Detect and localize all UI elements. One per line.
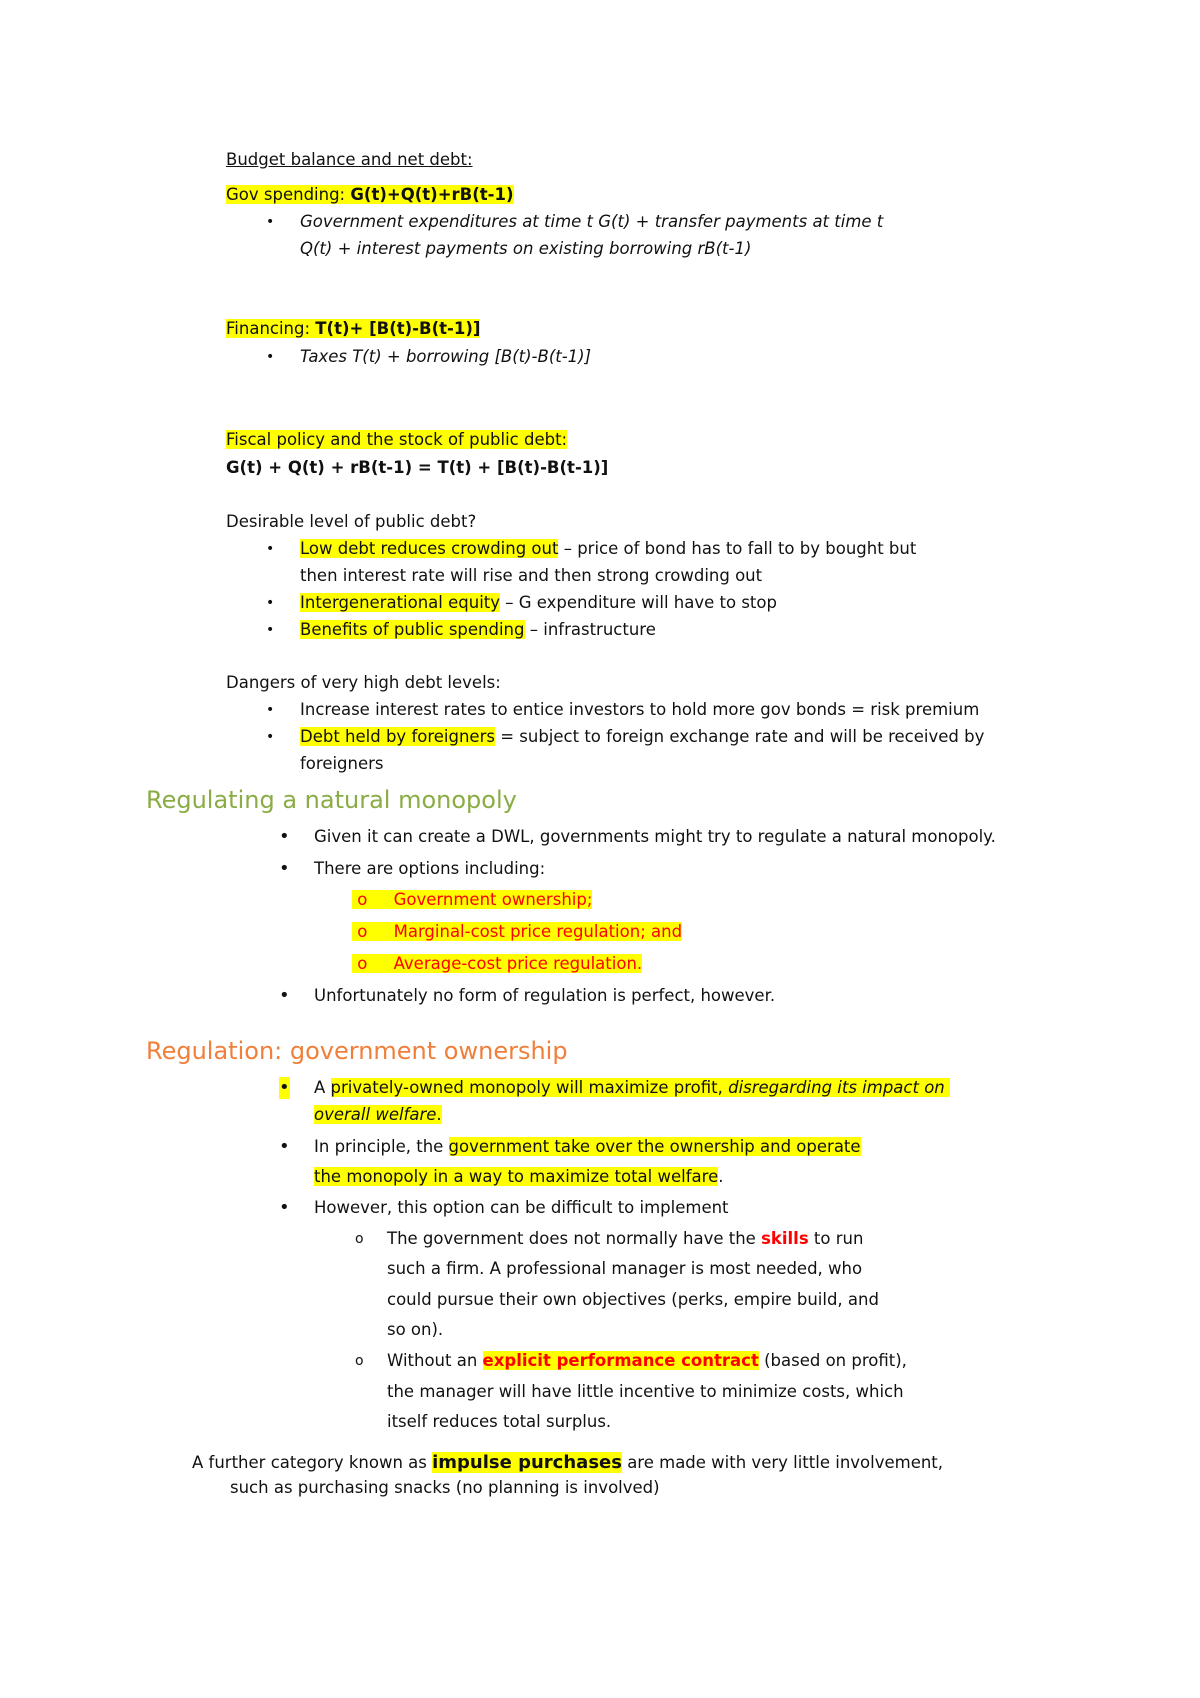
gov-bullet-line2: Q(t) + interest payments on existing borrowing rB(t-1): [300, 239, 752, 258]
ownership-sub-1-line2: such a firm. A professional manager is most needed, who: [387, 1259, 863, 1278]
section-title-budget-balance: Budget balance and net debt:: [226, 150, 473, 169]
option-marginal-cost: o Marginal-cost price regulation; and: [352, 921, 682, 943]
ownership-sub-1: The government does not normally have the skills to run: [387, 1229, 864, 1248]
bullet-icon: •: [279, 858, 290, 879]
sub-bullet-icon: o: [357, 922, 368, 941]
bullet-icon: •: [266, 349, 275, 365]
sub-bullet-icon: o: [357, 954, 368, 973]
impulse-highlight: impulse purchases: [432, 1452, 622, 1473]
ownership-bullet-3: However, this option can be difficult to implement: [314, 1198, 729, 1217]
desirable-bullet-3: Benefits of public spending – infrastructure: [300, 620, 656, 639]
heading-government-ownership: Regulation: government ownership: [146, 1037, 568, 1065]
desirable-title: Desirable level of public debt?: [226, 512, 477, 531]
bullet-icon: •: [279, 1136, 290, 1157]
gov-spending-label: Gov spending:: [226, 185, 346, 204]
ownership-sub-1-line3: could pursue their own objectives (perks, empire build, and: [387, 1290, 879, 1309]
ownership-bullet-2: In principle, the government take over the ownership and operate: [314, 1137, 861, 1156]
financing-label: Financing:: [226, 319, 311, 338]
financing-line: [226, 318, 480, 340]
regulating-bullet-3: Unfortunately no form of regulation is perfect, however.: [314, 986, 776, 1005]
bullet-icon: •: [279, 826, 290, 847]
desirable-bullet-1-line2: then interest rate will rise and then strong crowding out: [300, 566, 763, 585]
fiscal-title: Fiscal policy and the stock of public debt:: [226, 430, 568, 449]
option-government-ownership: o Government ownership;: [352, 889, 592, 911]
ownership-sub-1-line4: so on).: [387, 1320, 444, 1339]
gov-spending-formula: G(t)+Q(t)+rB(t-1): [350, 185, 514, 204]
sub-bullet-icon: o: [355, 1231, 364, 1247]
bullet-icon: •: [279, 1077, 290, 1098]
desirable-bullet-2: Intergenerational equity – G expenditure will have to stop: [300, 593, 777, 612]
financing-bullet: Taxes T(t) + borrowing [B(t)-B(t-1)]: [300, 347, 592, 366]
bullet-icon: •: [266, 622, 275, 638]
bullet-icon: •: [279, 1197, 290, 1218]
bullet-icon: •: [266, 702, 275, 718]
regulating-bullet-2: There are options including:: [314, 859, 546, 878]
desirable-bullet-1: Low debt reduces crowding out – price of bond has to fall to by bought but: [300, 539, 917, 558]
ownership-bullet-2-line2: the monopoly in a way to maximize total welfare.: [314, 1167, 724, 1186]
sub-bullet-icon: o: [355, 1353, 364, 1369]
sub-bullet-icon: o: [357, 890, 368, 909]
bullet-icon: •: [279, 985, 290, 1006]
fiscal-equation: G(t) + Q(t) + rB(t-1) = T(t) + [B(t)-B(t-1)]: [226, 458, 609, 477]
heading-regulating: Regulating a natural monopoly: [146, 786, 517, 814]
gov-spending-line: [226, 184, 514, 206]
dangers-bullet-1: Increase interest rates to entice investors to hold more gov bonds = risk premium: [300, 700, 980, 719]
option-average-cost: o Average-cost price regulation.: [352, 953, 642, 975]
bullet-icon: •: [266, 214, 275, 230]
dangers-bullet-2-line2: foreigners: [300, 754, 384, 773]
ownership-sub-2: Without an explicit performance contract (based on profit),: [387, 1351, 907, 1370]
ownership-sub-2-line2: the manager will have little incentive to minimize costs, which: [387, 1382, 904, 1401]
regulating-bullet-1: Given it can create a DWL, governments might try to regulate a natural monopoly.: [314, 827, 996, 846]
bullet-icon: •: [266, 541, 275, 557]
impulse-paragraph: A further category known as impulse purchases are made with very little involvement,: [192, 1452, 944, 1473]
ownership-sub-2-line3: itself reduces total surplus.: [387, 1412, 612, 1431]
bullet-icon: •: [266, 729, 275, 745]
ownership-bullet-1-line2: overall welfare.: [314, 1105, 442, 1124]
dangers-title: Dangers of very high debt levels:: [226, 673, 501, 692]
ownership-bullet-1: A privately-owned monopoly will maximize profit, disregarding its impact on: [314, 1077, 950, 1099]
bullet-icon: •: [266, 595, 275, 611]
financing-formula: T(t)+ [B(t)-B(t-1)]: [315, 319, 481, 338]
impulse-paragraph-line2: such as purchasing snacks (no planning is involved): [230, 1478, 660, 1497]
dangers-bullet-2: Debt held by foreigners = subject to foreign exchange rate and will be received by: [300, 727, 985, 746]
gov-bullet-line1: Government expenditures at time t G(t) + transfer payments at time t: [300, 212, 884, 231]
